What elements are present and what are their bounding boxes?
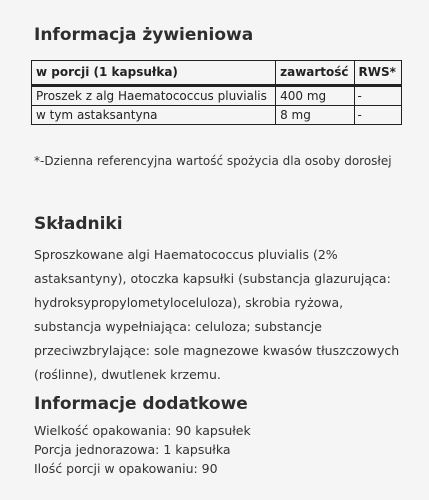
additional-info-list: [34, 421, 404, 478]
header-content: zawartość: [276, 61, 354, 86]
serving-size-line: Porcja jednorazowa: 1 kapsułka: [34, 442, 231, 457]
table-row: [32, 106, 402, 125]
ingredients-title: Składniki: [34, 214, 123, 234]
servings-count-line: Ilość porcji w opakowaniu: 90: [34, 461, 218, 476]
ingredients-text: Sproszkowane algi Haematococcus pluvialis (2% astaksantyny), otoczka kapsułki (substancja glazurująca: hydroksypropylometyloceluloza), skrobia ryżowa, substancja wypełniająca: celuloza; substancje przeciwzbrylające: sole magnezowe kwasów tłuszczowych (roślinne), dwutlenek krzemu.: [34, 247, 400, 382]
package-size-line: Wielkość opakowania: 90 kapsułek: [34, 423, 251, 438]
additional-info-title: Informacje dodatkowe: [34, 394, 248, 414]
header-rws: RWS*: [358, 65, 396, 79]
row-name: Proszek z alg Haematococcus pluvialis: [32, 86, 276, 106]
row-amount: 400 mg: [276, 86, 354, 106]
table-row: [32, 86, 402, 106]
nutrition-table-header-row: [32, 61, 402, 86]
row-rws: -: [357, 108, 362, 122]
row-amount: 8 mg: [276, 106, 354, 125]
row-name: w tym astaksantyna: [32, 106, 276, 125]
row-rws: -: [357, 89, 362, 103]
nutrition-table: [31, 60, 402, 125]
nutrition-title: Informacja żywieniowa: [34, 25, 254, 45]
rws-footnote: *-Dzienna referencyjna wartość spożycia dla osoby dorosłej: [34, 154, 392, 168]
header-portion: w porcji (1 kapsułka): [32, 61, 276, 86]
